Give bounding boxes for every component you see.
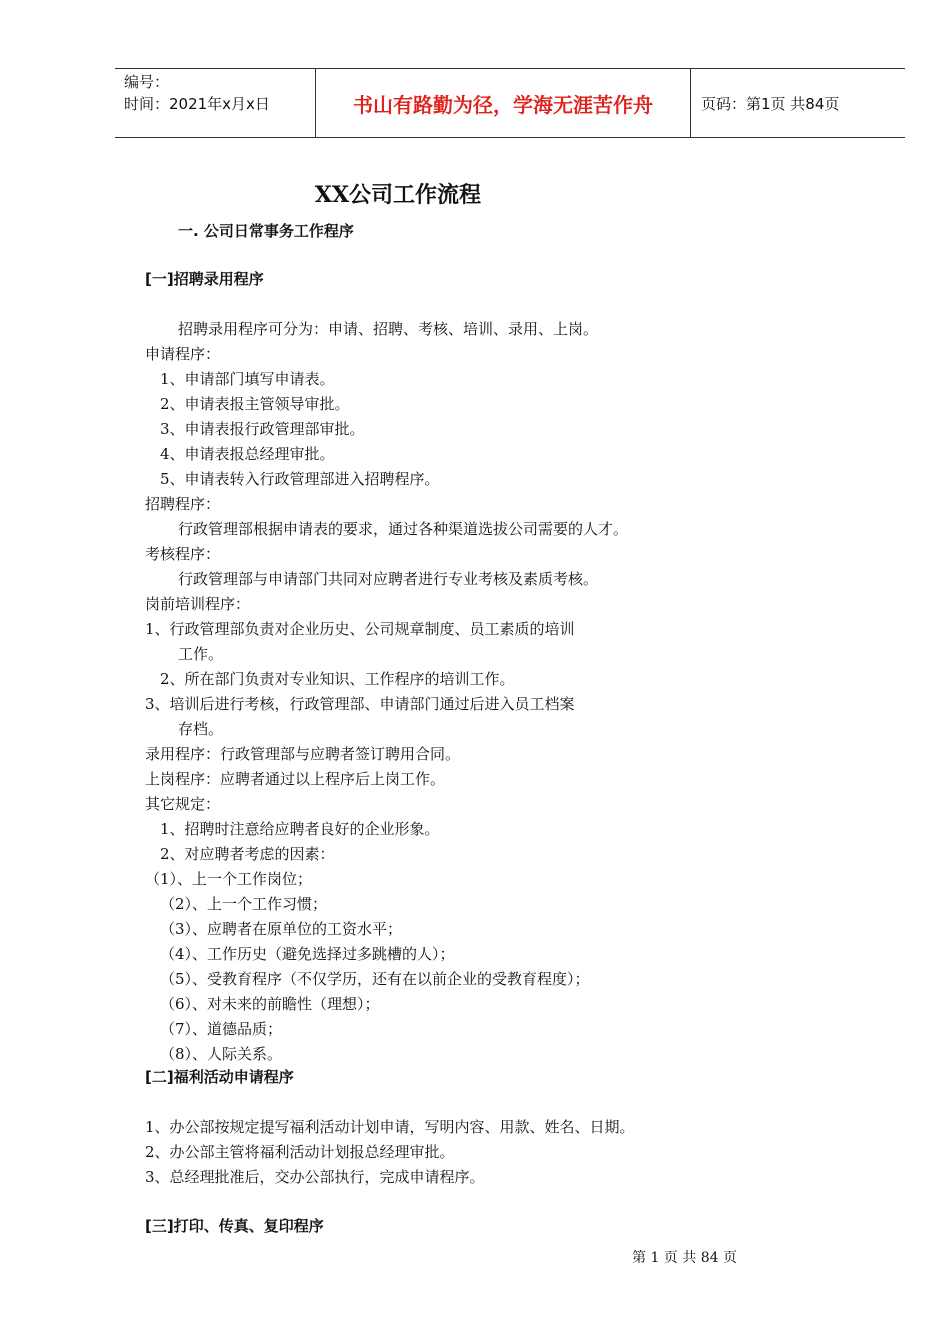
factor-item: （8）、人际关系。 — [160, 1045, 283, 1063]
apply-step: 2、申请表报主管领导审批。 — [160, 395, 350, 413]
welfare-step: 2、办公部主管将福利活动计划报总经理审批。 — [145, 1143, 455, 1161]
apply-step: 1、申请部门填写申请表。 — [160, 370, 335, 388]
page-header-table — [115, 68, 905, 138]
train-item: 3、培训后进行考核，行政管理部、申请部门通过后进入员工档案 — [145, 695, 575, 713]
apply-step: 5、申请表转入行政管理部进入招聘程序。 — [160, 470, 440, 488]
hire-heading: 招聘程序： — [145, 495, 221, 513]
document-title: XX公司工作流程 — [314, 182, 482, 208]
apply-heading: 申请程序： — [145, 345, 221, 363]
apply-step: 3、申请表报行政管理部审批。 — [160, 420, 365, 438]
onboard-text: 上岗程序：应聘者通过以上程序后上岗工作。 — [145, 770, 446, 788]
employ-text: 录用程序：行政管理部与应聘者签订聘用合同。 — [145, 745, 461, 763]
train-item-cont: 存档。 — [178, 720, 224, 738]
train-item-cont: 工作。 — [178, 645, 224, 663]
recruit-intro: 招聘录用程序可分为：申请、招聘、考核、培训、录用、上岗。 — [178, 320, 599, 338]
train-item: 1、行政管理部负责对企业历史、公司规章制度、员工素质的培训 — [145, 620, 575, 638]
train-heading: 岗前培训程序： — [145, 595, 251, 613]
header-meta-cell — [115, 69, 315, 137]
header-page-cell — [691, 69, 905, 137]
other-item: 1、招聘时注意给应聘者良好的企业形象。 — [160, 820, 440, 838]
factor-item: （4）、工作历史（避免选择过多跳槽的人）； — [160, 945, 455, 963]
page-footer: 第 1 页 共 84 页 — [632, 1250, 737, 1266]
factor-item: （7）、道德品质； — [160, 1020, 283, 1038]
subsection-heading-recruit: [一]招聘录用程序 — [145, 270, 264, 288]
header-motto-cell — [315, 69, 691, 137]
header-page-info: 页码：第1页 共84页 — [701, 94, 840, 113]
subsection-heading-welfare: [二]福利活动申请程序 — [145, 1068, 294, 1086]
factor-item: （6）、对未来的前瞻性（理想）； — [160, 995, 380, 1013]
welfare-step: 1、办公部按规定提写福利活动计划申请，写明内容、用款、姓名、日期。 — [145, 1118, 635, 1136]
welfare-step: 3、总经理批准后，交办公部执行，完成申请程序。 — [145, 1168, 485, 1186]
subsection-heading-print: [三]打印、传真、复印程序 — [145, 1217, 324, 1235]
assess-text: 行政管理部与申请部门共同对应聘者进行专业考核及素质考核。 — [178, 570, 599, 588]
factor-item: （2）、上一个工作习惯； — [160, 895, 328, 913]
document-number-label: 编号： — [124, 73, 170, 91]
factor-item: （1）、上一个工作岗位； — [145, 870, 313, 888]
section-heading: 一. 公司日常事务工作程序 — [178, 222, 354, 240]
header-motto: 书山有路勤为径，学海无涯苦作舟 — [353, 92, 653, 117]
other-heading: 其它规定： — [145, 795, 221, 813]
hire-text: 行政管理部根据申请表的要求，通过各种渠道选拔公司需要的人才。 — [178, 520, 629, 538]
other-item: 2、对应聘者考虑的因素： — [160, 845, 335, 863]
document-time-label: 时间：2021年x月x日 — [124, 95, 270, 113]
assess-heading: 考核程序： — [145, 545, 221, 563]
train-item: 2、所在部门负责对专业知识、工作程序的培训工作。 — [160, 670, 515, 688]
factor-item: （3）、应聘者在原单位的工资水平； — [160, 920, 403, 938]
apply-step: 4、申请表报总经理审批。 — [160, 445, 335, 463]
factor-item: （5）、受教育程序（不仅学历，还有在以前企业的受教育程度）； — [160, 970, 590, 988]
